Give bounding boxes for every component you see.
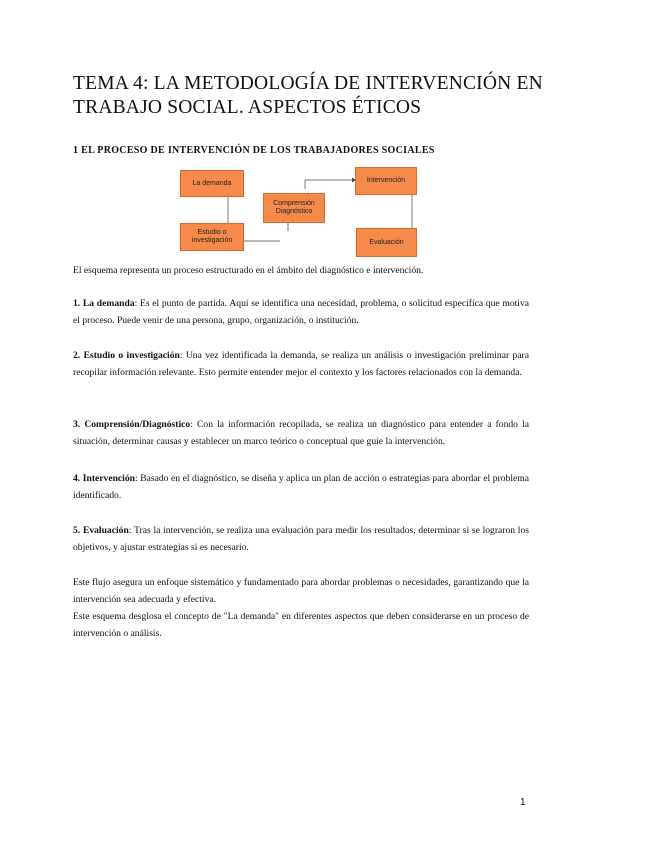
step-paragraph: 5. Evaluación: Tras la intervención, se realiza una evaluación para medir los resultados, determinar si se lograron los objetivos, y ajustar estrategias si es necesario. <box>73 525 529 553</box>
box-comprension: Comprensión Diagnóstico <box>263 193 325 223</box>
step-paragraph: 2. Estudio o investigación: Una vez identificada la demanda, se realiza un análisis o investigación preliminar para recopilar información relevante. Esto permite entender mejor el contexto y los factores relacionados con la demanda. <box>73 350 530 378</box>
step-text: : Es el punto de partida. Aquí se identifica una necesidad, problema, o solicitud específica que motiva el proceso. Puede venir de una persona, grupo, organización, o institución. <box>73 298 529 326</box>
step-text: : Tras la intervención, se realiza una evaluación para medir los resultados, determinar si se lograron los objetivos, y ajustar estrategias si es necesario. <box>73 525 529 553</box>
step-term: Estudio o investigación <box>83 350 180 361</box>
process-diagram <box>180 165 420 260</box>
step-paragraph: 4. Intervención: Basado en el diagnóstico, se diseña y aplica un plan de acción o estrategias para abordar el problema identificado. <box>73 473 529 501</box>
step-paragraph: 3. Comprensión/Diagnóstico: Con la información recopilada, se realiza un diagnóstico para entender a fondo la situación, determinar causas y establecer un marco teórico o conceptual que guíe la intervención. <box>73 419 530 447</box>
intro-paragraph: El esquema representa un proceso estructurado en el ámbito del diagnóstico e intervención. <box>73 265 424 276</box>
closing-paragraph-2: Este esquema desglosa el concepto de "La demanda" en diferentes aspectos que deben considerarse en un proceso de intervención o análisis. <box>73 611 529 639</box>
step-term: Comprensión/Diagnóstico <box>84 419 191 430</box>
closing-paragraph-1: Este flujo asegura un enfoque sistemático y fundamentado para abordar problemas o necesidades, garantizando que la intervención sea adecuada y efectiva. <box>73 577 529 605</box>
step-number: 1 <box>73 298 78 309</box>
step-paragraph: 1. La demanda: Es el punto de partida. Aquí se identifica una necesidad, problema, o solicitud específica que motiva el proceso. Puede venir de una persona, grupo, organización, o institución. <box>73 298 529 326</box>
step-term: Intervención <box>82 473 135 484</box>
step-number: 2 <box>73 350 78 361</box>
box-estudio: Estudio o investigación <box>180 223 244 251</box>
step-number: 3 <box>73 419 78 430</box>
step-number: 5 <box>73 525 78 536</box>
step-number: 4 <box>73 473 78 484</box>
step-term: La demanda <box>82 298 135 309</box>
box-intervencion: Intervención <box>355 167 417 195</box>
document-title: TEMA 4: LA METODOLOGÍA DE INTERVENCIÓN EN TRABAJO SOCIAL. ASPECTOS ÉTICOS <box>73 73 543 118</box>
step-text: : Una vez identificada la demanda, se realiza un análisis o investigación preliminar para recopilar información relevante. Esto permite entender mejor el contexto y los factores relacionados con la demanda. <box>73 350 530 378</box>
step-text: : Con la información recopilada, se realiza un diagnóstico para entender a fondo la situación, determinar causas y establecer un marco teórico o conceptual que guíe la intervención. <box>73 419 530 447</box>
step-term: Evaluación <box>82 525 129 536</box>
box-evaluacion: Evaluación <box>356 228 417 257</box>
section-heading: 1 EL PROCESO DE INTERVENCIÓN DE LOS TRABAJADORES SOCIALES <box>73 145 435 156</box>
page-number: 1 <box>520 797 526 808</box>
box-demanda: La demanda <box>180 170 244 197</box>
step-text: : Basado en el diagnóstico, se diseña y aplica un plan de acción o estrategias para abordar el problema identificado. <box>73 473 529 501</box>
